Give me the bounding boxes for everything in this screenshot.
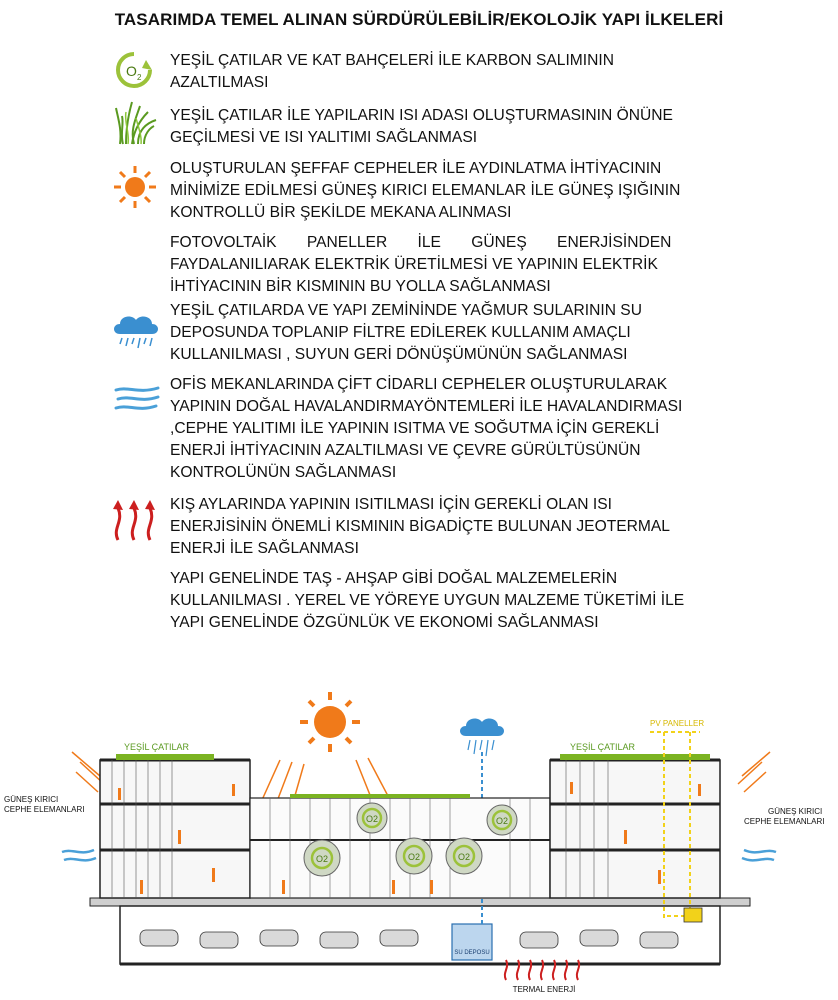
svg-text:O2: O2	[365, 814, 379, 824]
sun-shade-label-right-2: CEPHE ELEMANLARI	[744, 817, 825, 826]
sun-shade-label-left: GÜNEŞ KIRICI	[4, 795, 59, 804]
principle-item: FOTOVOLTAİK PANELLER İLE GÜNEŞ ENERJİSİNDEN FAYDALANILIARAK ELEKTRİK ÜRETİLMESİ VE YAPININ ELEKTRİK İHTİYACININ BİR KISMININ BU YOLLA SAĞLANMASI	[170, 234, 672, 295]
svg-text:O2: O2	[457, 852, 471, 862]
right-office-block	[550, 760, 720, 898]
left-office-block	[100, 760, 250, 898]
svg-text:O2: O2	[315, 854, 329, 864]
principle-item: OLUŞTURULAN ŞEFFAF CEPHELER İLE AYDINLATMA İHTİYACININ MİNİMİZE EDİLMESİ GÜNEŞ KIRICI ELEMANLAR İLE GÜNEŞ IŞIĞININ KONTROLLÜ BİR ŞEKİLDE MEKANA ALINMASI	[170, 160, 681, 221]
svg-text:2: 2	[137, 73, 142, 82]
sun-shade-label-right: GÜNEŞ KIRICI	[768, 807, 823, 816]
green-roof-label-left: YEŞİL ÇATILAR	[124, 742, 190, 752]
sun-shade-label-left-2: CEPHE ELEMANLARI	[4, 805, 85, 814]
svg-text:O2: O2	[407, 852, 421, 862]
heat-arrows-icon	[110, 498, 166, 542]
diagram-rain-cloud-icon	[460, 719, 504, 756]
principle-item: OFİS MEKANLARINDA ÇİFT CİDARLI CEPHELER OLUŞTURULARAK YAPININ DOĞAL HAVALANDIRMAYÖNTEMLERİ İLE HAVALANDIRMASI ,CEPHE YALITIMI İLE YAPININ ISITMA VE SOĞUTMA İÇİN GEREKLİ ENERJİ İHTİYACININ AZALTILMASI VE ÇEVRE GÜRÜLTÜSÜNÜN KONTROLÜNÜN SAĞLANMASI	[170, 376, 683, 481]
water-tank-label: SU DEPOSU	[454, 950, 490, 956]
rain-cloud-icon	[110, 310, 160, 354]
thermal-energy-label: TERMAL ENERJİ	[512, 985, 576, 994]
svg-text:O: O	[126, 63, 137, 79]
principle-item: YEŞİL ÇATILAR İLE YAPILARIN ISI ADASI OLUŞTURMASININ ÖNÜNE GEÇİLMESİ VE ISI YALITIMI SAĞLANMASI	[170, 107, 673, 146]
sun-icon	[112, 164, 158, 210]
wind-icon	[114, 384, 160, 414]
green-roof-label-right: YEŞİL ÇATILAR	[570, 742, 636, 752]
principle-item: KIŞ AYLARINDA YAPININ ISITILMASI İÇİN GEREKLİ OLAN ISI ENERJİSİNİN ÖNEMLİ KISMININ BİGADİÇTE BULUNAN JEOTERMAL ENERJİ İLE SAĞLANMASI	[170, 496, 670, 557]
principle-item: YEŞİL ÇATILARDA VE YAPI ZEMİNİNDE YAĞMUR SULARININ SU DEPOSUNDA TOPLANIP FİLTRE EDİLEREK KULLANIM AMAÇLI KULLANILMASI , SUYUN GERİ DÖNÜŞÜMÜNÜN SAĞLANMASI	[170, 302, 642, 363]
principle-item: YEŞİL ÇATILAR VE KAT BAHÇELERİ İLE KARBON SALIMININ AZALTILMASI	[170, 52, 614, 91]
parking-cars	[140, 930, 678, 948]
page-title: TASARIMDA TEMEL ALINAN SÜRDÜRÜLEBİLİR/EKOLOJİK YAPI İLKELERİ	[114, 10, 724, 29]
o2-cycle-icon	[112, 50, 156, 90]
pv-panels-label: PV PANELLER	[650, 719, 705, 728]
svg-text:O2: O2	[495, 816, 509, 826]
principle-item: YAPI GENELİNDE TAŞ - AHŞAP GİBİ DOĞAL MALZEMELERİN KULLANILMASI . YEREL VE YÖREYE UYGUN MALZEME TÜKETİMİ İLE YAPI GENELİNDE ÖZGÜNLÜK VE EKONOMİ SAĞLANMASI	[170, 570, 685, 631]
diagram-sun-icon	[300, 692, 360, 752]
building-section-diagram	[0, 680, 838, 1000]
grass-icon	[114, 100, 158, 146]
